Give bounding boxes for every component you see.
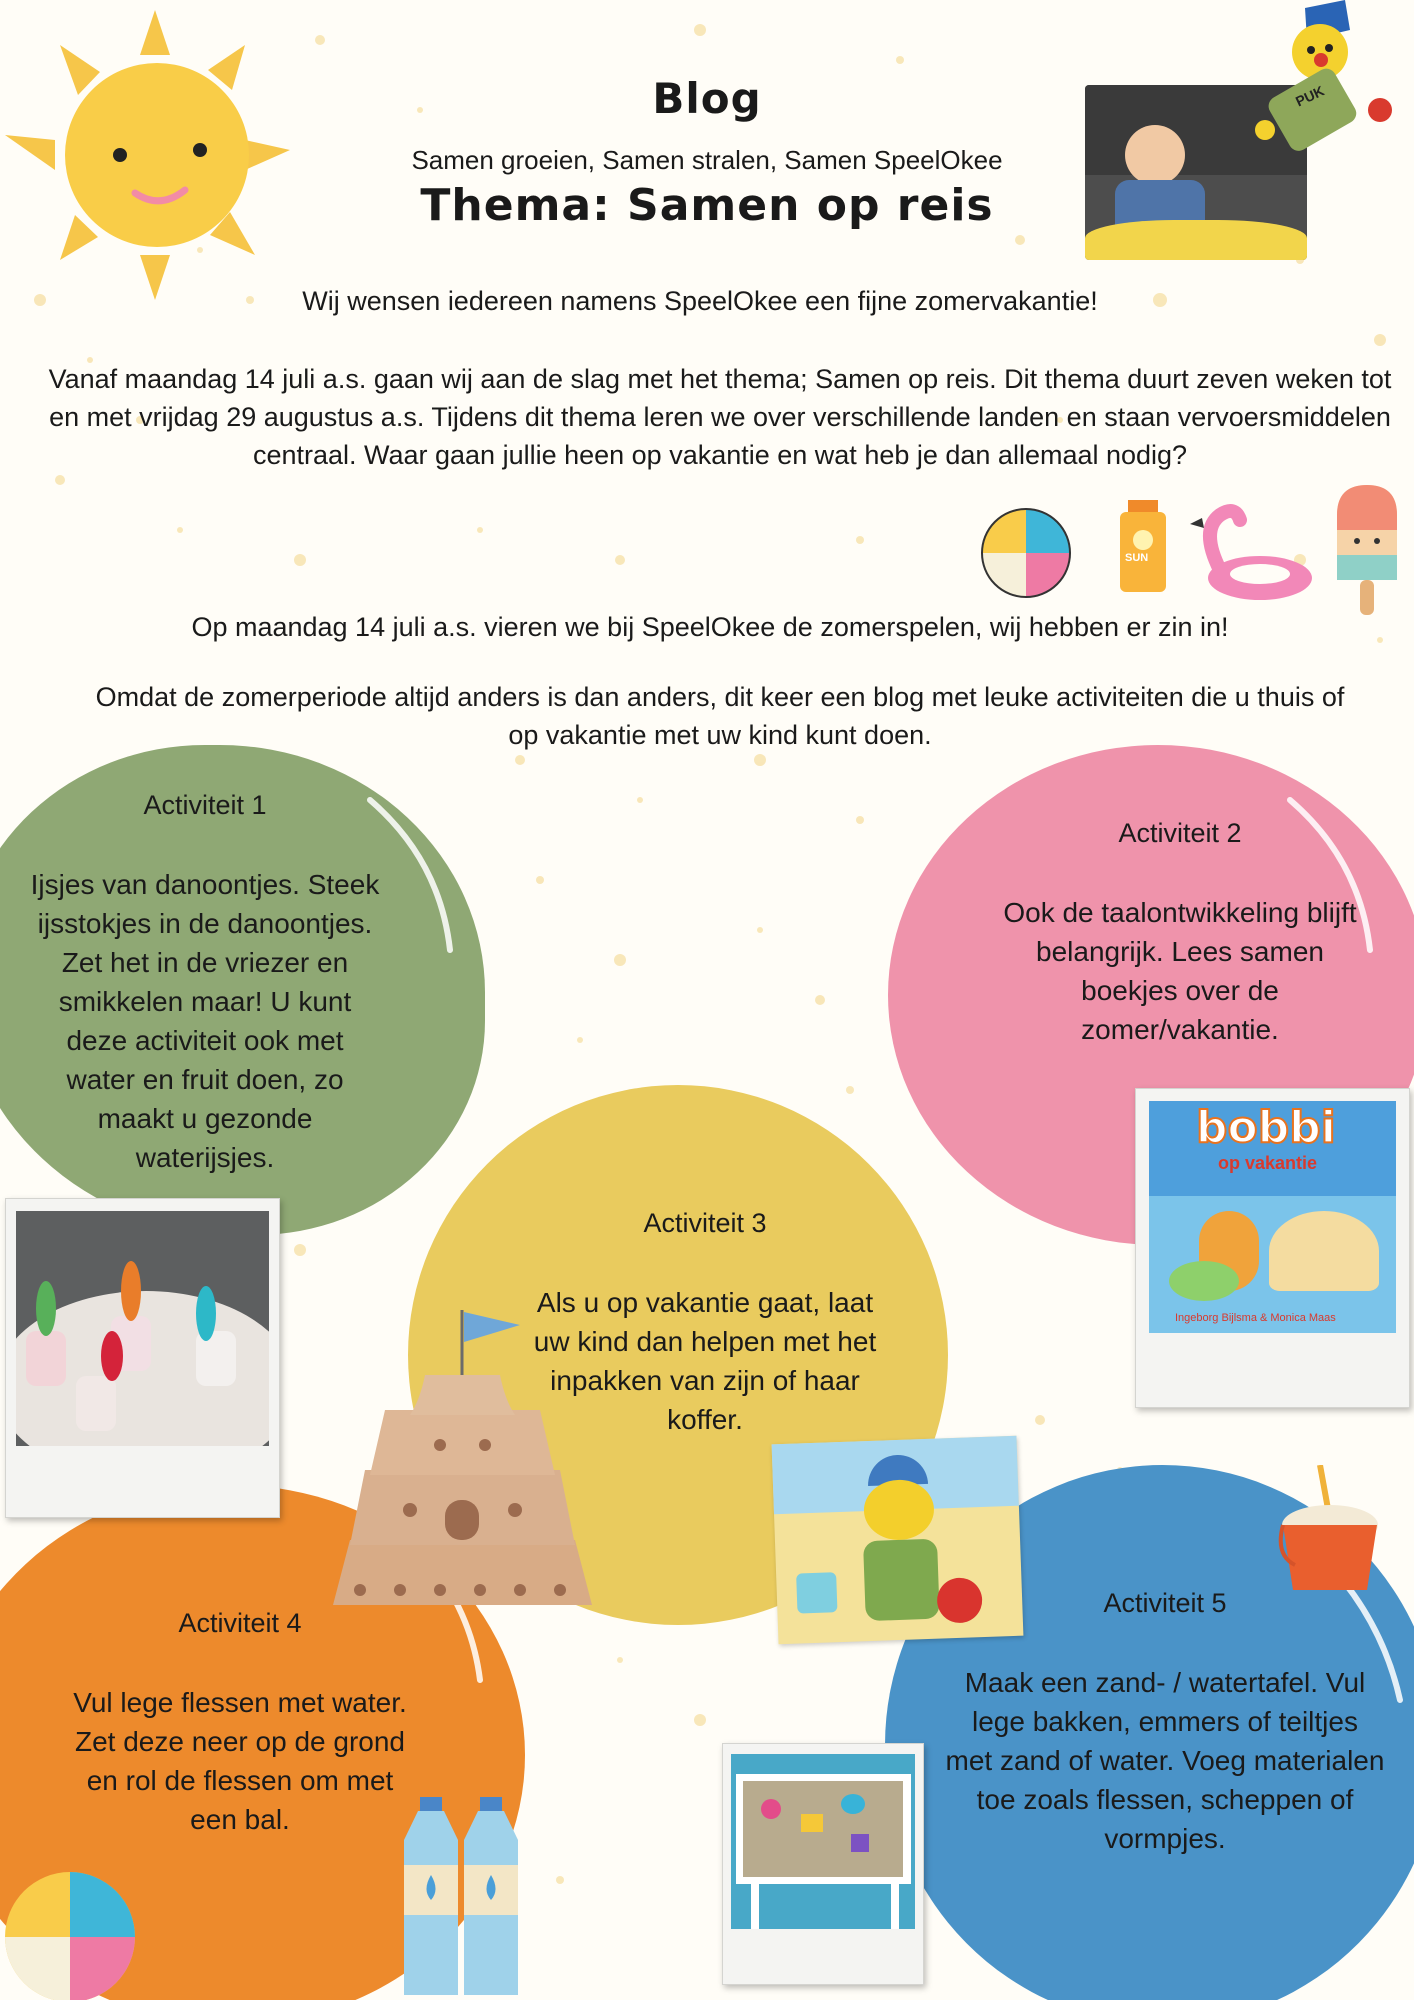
theme-description: Vanaf maandag 14 juli a.s. gaan wij aan de slag met het thema; Samen op reis. Dit thema duurt zeven weken tot en met vrijdag 29 augustus a.s. Tijdens dit thema leren we over verschillende landen en staan vervoersmiddelen centraal. Waar gaan jullie heen op vakantie en wat heb je dan allemaal nodig?: [48, 364, 1392, 470]
activity-4-label: Activiteit 4: [178, 1608, 302, 1638]
activity-1-label: Activiteit 1: [143, 790, 267, 820]
book-title: bobbi: [1196, 1102, 1336, 1153]
puppet-label: PUK: [1293, 82, 1327, 110]
activity-2-label: Activiteit 2: [1118, 818, 1242, 848]
puk-beach-illustration: [772, 1436, 1024, 1644]
zomerspelen-note: Op maandag 14 juli a.s. vieren we bij SpeelOkee de zomerspelen, wij hebben er zin in!: [191, 612, 1229, 642]
activity-3-text: Als u op vakantie gaat, laat uw kind dan helpen met het inpakken van zijn of haar koffer.: [533, 1287, 877, 1435]
activity-3-label: Activiteit 3: [643, 1208, 767, 1238]
page-title: Blog: [652, 74, 762, 123]
theme-title: Thema: Samen op reis: [420, 180, 994, 231]
book-authors: Ingeborg Bijlsma & Monica Maas: [1175, 1312, 1336, 1324]
activity-1-text: Ijsjes van danoontjes. Steek ijsstokjes in de danoontjes. Zet het in de vriezer en smikkelen maar! U kunt deze activiteit ook met water en fruit doen, zo maakt u gezonde waterijsjes.: [30, 869, 380, 1173]
activities-intro: Omdat de zomerperiode altijd anders is dan anders, dit keer een blog met leuke activiteiten die u thuis of op vakantie met uw kind kunt doen.: [95, 682, 1345, 750]
sunscreen-label: SUN: [1125, 552, 1149, 564]
activity-5-label: Activiteit 5: [1103, 1588, 1227, 1618]
book-subtitle: op vakantie: [1218, 1153, 1318, 1173]
activity-2-text: Ook de taalontwikkeling blijft belangrijk. Lees samen boekjes over de zomer/vakantie.: [1003, 897, 1357, 1045]
activity-5-text: Maak een zand- / watertafel. Vul lege bakken, emmers of teiltjes met zand of water. Voeg materialen toe zoals flessen, scheppen of vormpjes.: [945, 1667, 1385, 1854]
sand-bucket-icon: [1275, 1465, 1385, 1595]
activity-4-text: Vul lege flessen met water. Zet deze neer op de grond en rol de flessen om met een bal.: [73, 1687, 407, 1835]
popsicle-photo: [5, 1198, 280, 1518]
sandcastle-icon: [330, 1300, 595, 1620]
beach-ball-icon: [0, 1862, 140, 2000]
sand-table-photo: [722, 1743, 924, 1985]
water-bottles-icon: [398, 1795, 533, 2000]
summer-wish: Wij wensen iedereen namens SpeelOkee een fijne zomervakantie!: [302, 286, 1098, 316]
page-subtitle: Samen groeien, Samen stralen, Samen SpeelOkee: [411, 145, 1003, 175]
